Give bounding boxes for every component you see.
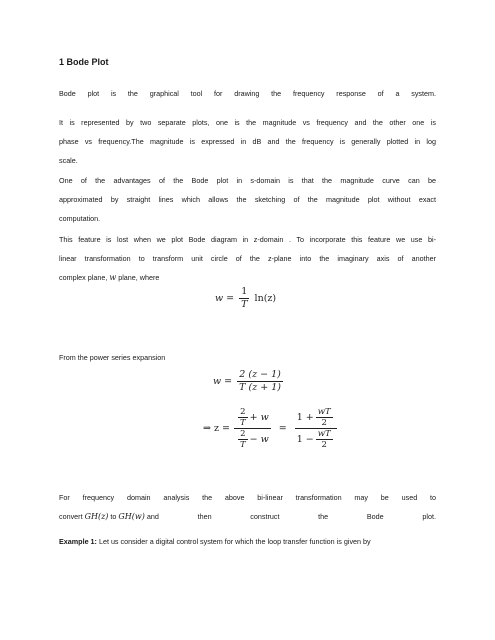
word: the: [318, 512, 329, 521]
fraction-denominator: [295, 429, 337, 450]
eq-lhs: w =: [213, 376, 233, 387]
fraction-denominator: 2: [321, 418, 327, 428]
paragraph-line: phase vs frequency.The magnitude is expressed in dB and the frequency is generally plotted in log: [59, 137, 436, 146]
fraction-numerator: 2: [240, 429, 246, 439]
paragraph-advantages: [59, 171, 436, 228]
fraction-outer-right: [295, 407, 337, 450]
fraction-numerator: [234, 407, 271, 429]
word: then: [197, 512, 212, 521]
paragraph-line: approximated by straight lines which allows the sketching of the magnitude plot without exact: [59, 195, 436, 204]
eq-term: 1 +: [296, 411, 314, 423]
paragraph-two-plots: [59, 113, 436, 170]
fraction: [239, 286, 249, 311]
example-text: Let us consider a digital control system for which the loop transfer function is given by: [96, 537, 371, 546]
fraction: [238, 429, 248, 450]
fraction-numerator: wT: [317, 407, 331, 417]
equation-z-inverse: [203, 407, 339, 450]
fraction-denominator: T: [241, 299, 248, 310]
eq-lhs: w =: [215, 293, 235, 304]
word: convert: [59, 512, 83, 521]
fraction-numerator: 2 (z − 1): [239, 369, 281, 380]
paragraph-line: [59, 268, 436, 287]
fraction: [316, 429, 333, 450]
math-w: w: [109, 273, 117, 282]
paragraph-frequency-analysis: [59, 488, 436, 526]
fraction-numerator: 1: [241, 286, 248, 297]
fraction-denominator: T: [239, 440, 246, 450]
paragraph-line: For frequency domain analysis the above bi-linear transformation may be used to: [59, 493, 436, 502]
eq-equals: =: [278, 423, 287, 434]
text-fragment: plane, where: [116, 273, 160, 282]
paragraph-line: [59, 507, 436, 526]
equation-w-ln: [215, 286, 276, 311]
word: construct: [250, 512, 280, 521]
fraction-denominator: T (z + 1): [239, 382, 281, 393]
eq-term: − w: [249, 433, 269, 445]
fraction: [316, 407, 333, 428]
fraction-denominator: 2: [321, 440, 327, 450]
word: to: [110, 512, 117, 521]
text-fragment: [59, 507, 159, 526]
eq-prefix: ⇒ z =: [203, 423, 230, 434]
paragraph-line: computation.: [59, 214, 101, 223]
fraction-outer-left: [234, 407, 271, 450]
fraction: [237, 369, 283, 394]
eq-rhs: ln(z): [254, 293, 277, 304]
fraction-numerator: [295, 407, 337, 429]
paragraph-power-series: From the power series expansion: [59, 353, 166, 362]
paragraph-line: scale.: [59, 156, 78, 165]
eq-term: + w: [249, 411, 269, 423]
paragraph-line: linear transformation to transform unit circle of the z-plane into the imaginary axis of another: [59, 254, 436, 263]
math-gh-z: GH(z): [84, 512, 109, 521]
word: Bode: [366, 512, 384, 521]
paragraph-line: It is represented by two separate plots, one is the magnitude vs frequency and the other one is: [59, 118, 436, 127]
word: and: [146, 512, 159, 521]
paragraph-line: This feature is lost when we plot Bode diagram in z-domain . To incorporate this feature we use bi-: [59, 235, 436, 244]
fraction: [238, 407, 248, 428]
fraction-numerator: wT: [317, 429, 331, 439]
text-fragment: complex plane,: [59, 273, 110, 282]
fraction-numerator: 2: [240, 407, 246, 417]
eq-term: 1 −: [296, 433, 314, 445]
equation-w-bilinear: [213, 369, 285, 394]
math-gh-w: GH(w): [118, 512, 145, 521]
fraction-denominator: T: [239, 418, 246, 428]
paragraph-bode-definition: Bode plot is the graphical tool for drawing the frequency response of a system.: [59, 89, 436, 98]
example-label: Example 1:: [59, 537, 97, 546]
paragraph-example: [59, 532, 436, 551]
section-heading: 1 Bode Plot: [59, 57, 109, 67]
paragraph-bilinear-intro: [59, 230, 436, 287]
word: plot.: [422, 512, 436, 521]
paragraph-line: One of the advantages of the Bode plot in s-domain is that the magnitude curve can be: [59, 176, 436, 185]
fraction-denominator: [234, 429, 271, 450]
